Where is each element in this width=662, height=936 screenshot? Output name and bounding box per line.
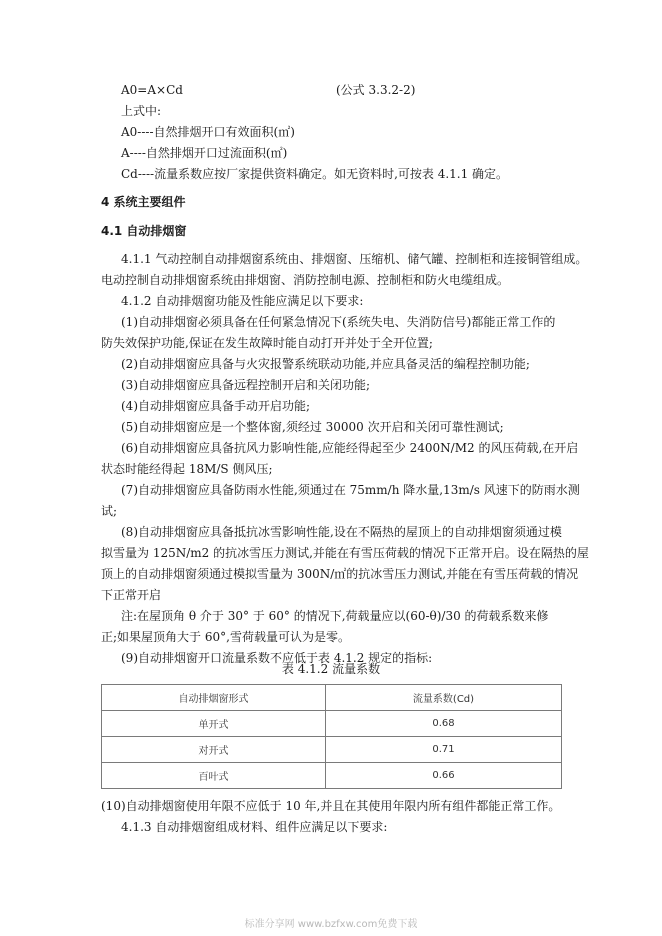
paragraph-line: (8)自动排烟窗应具备抵抗冰雪影响性能,设在不隔热的屋顶上的自动排烟窗须通过模 xyxy=(121,525,562,539)
table-row xyxy=(102,711,562,737)
formula-line xyxy=(121,82,416,98)
table-header-row xyxy=(102,685,562,711)
formula-text: A0=A×Cd xyxy=(121,83,183,97)
table-cell: 0.71 xyxy=(326,737,562,763)
text-line: A0----自然排烟开口有效面积(㎡) xyxy=(121,125,295,139)
paragraph-line: 防失效保护功能,保证在发生故障时能自动打开并处于全开位置; xyxy=(101,336,433,350)
subsection-heading: 4.1 自动排烟窗 xyxy=(101,224,187,238)
note-line: 注:在屋顶角 θ 介于 30° 于 60° 的情况下,荷载量应以(60-θ)/30 的荷载系数来修 xyxy=(121,609,549,623)
paragraph-line: (7)自动排烟窗应具备防雨水性能,须通过在 75mm/h 降水量,13m/s 风速下的防雨水测 xyxy=(121,483,580,497)
paragraph-line: 4.1.1 气动控制自动排烟窗系统由、排烟窗、压缩机、储气罐、控制柜和连接铜管组成。 xyxy=(121,252,588,266)
paragraph-line: 试; xyxy=(101,504,118,518)
paragraph-line: 状态时能经得起 18M/S 侧风压; xyxy=(101,462,273,476)
watermark-footer: 标准分享网 www.bzfxw.com免费下载 xyxy=(244,919,418,930)
table-cell: 0.68 xyxy=(326,711,562,737)
paragraph-line: 电动控制自动排烟窗系统由排烟窗、消防控制电源、控制柜和防火电缆组成。 xyxy=(101,273,510,287)
paragraph-line: (1)自动排烟窗必须具备在任何紧急情况下(系统失电、失消防信号)都能正常工作的 xyxy=(121,315,556,329)
paragraph-line: (5)自动排烟窗应是一个整体窗,须经过 30000 次开启和关闭可靠性测试; xyxy=(121,420,504,434)
note-line: 正;如果屋顶角大于 60°,雪荷载量可认为是零。 xyxy=(101,630,350,644)
text-line: 上式中: xyxy=(121,104,162,118)
text-line: Cd----流量系数应按厂家提供资料确定。如无资料时,可按表 4.1.1 确定。 xyxy=(121,167,509,181)
table-cell: 单开式 xyxy=(102,711,326,737)
table-row xyxy=(102,763,562,789)
paragraph-line: 4.1.3 自动排烟窗组成材料、组件应满足以下要求: xyxy=(121,820,388,834)
formula-ref: (公式 3.3.2-2) xyxy=(336,83,416,97)
table-cell: 0.66 xyxy=(326,763,562,789)
table-caption: 表 4.1.2 流量系数 xyxy=(281,662,381,676)
flow-coefficient-table xyxy=(101,684,562,789)
table-cell: 百叶式 xyxy=(102,763,326,789)
paragraph-line: (4)自动排烟窗应具备手动开启功能; xyxy=(121,399,311,413)
paragraph-line: (2)自动排烟窗应具备与火灾报警系统联动功能,并应具备灵活的编程控制功能; xyxy=(121,357,530,371)
paragraph-line: 下正常开启 xyxy=(101,588,162,602)
table-cell: 对开式 xyxy=(102,737,326,763)
table-header-cell: 自动排烟窗形式 xyxy=(102,685,326,711)
paragraph-line: (10)自动排烟窗使用年限不应低于 10 年,并且在其使用年限内所有组件都能正常工作。 xyxy=(101,799,561,813)
paragraph-line: 4.1.2 自动排烟窗功能及性能应满足以下要求: xyxy=(121,294,364,308)
section-heading: 4 系统主要组件 xyxy=(101,195,186,209)
table-row xyxy=(102,737,562,763)
paragraph-line: 拟雪量为 125N/m2 的抗冰雪压力测试,并能在有雪压荷载的情况下正常开启。设在隔热的屋 xyxy=(101,546,589,560)
paragraph-line: (6)自动排烟窗应具备抗风力影响性能,应能经得起至少 2400N/M2 的风压荷载,在开启 xyxy=(121,441,579,455)
paragraph-line: (9)自动排烟窗开口流量系数不应低于表 4.1.2 规定的指标: xyxy=(121,651,433,665)
paragraph-line: 顶上的自动排烟窗须通过模拟雪量为 300N/㎡的抗冰雪压力测试,并能在有雪压荷载的情况 xyxy=(101,567,579,581)
paragraph-line: (3)自动排烟窗应具备远程控制开启和关闭功能; xyxy=(121,378,371,392)
table-header-cell: 流量系数(Cd) xyxy=(326,685,562,711)
text-line: A----自然排烟开口过流面积(㎡) xyxy=(121,146,288,160)
